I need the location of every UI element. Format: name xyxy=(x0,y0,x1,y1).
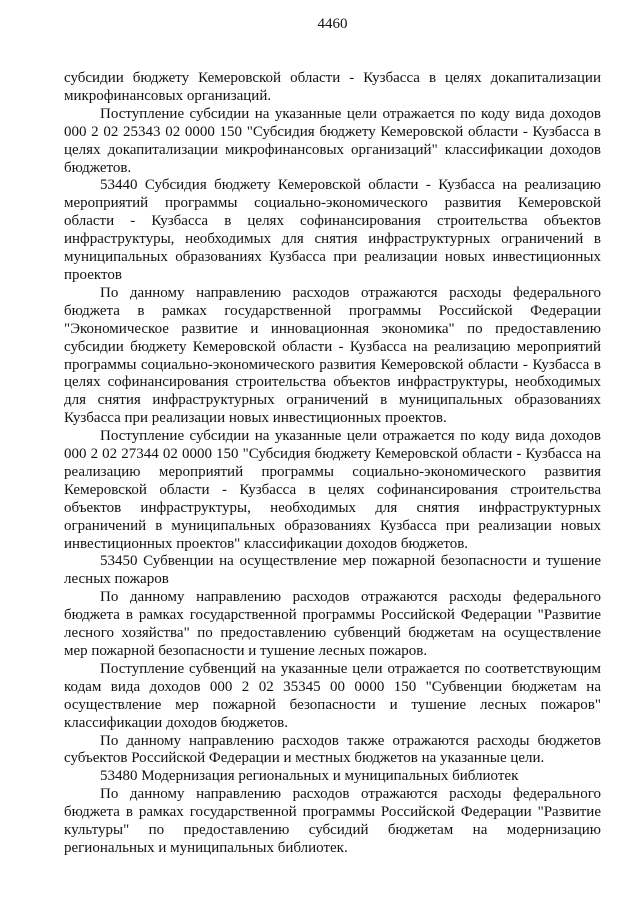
paragraph-heading-53480: 53480 Модернизация региональных и муниципальных библиотек xyxy=(100,768,519,785)
paragraph-53450-regional-expenses: По данному направлению расходов также отражаются расходы бюджетов субъектов Российской Федерации и местных бюджетов на указанные цели. xyxy=(64,732,601,767)
paragraph-53440-description: По данному направлению расходов отражаются расходы федерального бюджета в рамках государственной программы Российской Федерации "Экономическое развитие и инновационная экономика" по предоставлению субсидии бюджету Кемеровской области - Кузбасса на реализацию мероприятий программы социально-экономического развития Кемеровской области - Кузбасса в целях софинансирования строительства объектов инфраструктуры, необходимых для снятия инфраструктурных ограничений в муниципальных образованиях Кузбасса при реализации новых инвестиционных проектов. xyxy=(64,284,601,427)
paragraph-income-code-35345: Поступление субвенций на указанные цели отражается по соответствующим кодам вида доходов 000 2 02 35345 00 0000 150 "Субвенции бюджетам на осуществление мер пожарной безопасности и тушение лесных пожаров" классификации доходов бюджетов. xyxy=(64,660,601,731)
paragraph-53480-description: По данному направлению расходов отражаются расходы федерального бюджета в рамках государственной программы Российской Федерации "Развитие культуры" по предоставлению субсидий бюджетам на модернизацию региональных и муниципальных библиотек. xyxy=(64,786,601,856)
page-number: 4460 xyxy=(317,16,348,32)
paragraph-continuation: субсидии бюджету Кемеровской области - Кузбасса в целях докапитализации микрофинансовых организаций. xyxy=(64,70,601,104)
paragraph-income-code-25343: Поступление субсидии на указанные цели отражается по коду вида доходов 000 2 02 25343 02 0000 150 "Субсидия бюджету Кемеровской области - Кузбасса в целях докапитализации микрофинансовых организаций" классификации доходов бюджетов. xyxy=(64,105,601,176)
document-page xyxy=(64,14,601,858)
paragraph-heading-53440: 53440 Субсидия бюджету Кемеровской области - Кузбасса на реализацию мероприятий программы социально-экономического развития Кемеровской области - Кузбасса в целях софинансирования строительства объектов инфраструктуры, необходимых для снятия инфраструктурных ограничений в муниципальных образованиях Кузбасса при реализации новых инвестиционных проектов xyxy=(64,177,601,283)
document-body xyxy=(64,70,601,858)
paragraph-heading-53450: 53450 Субвенции на осуществление мер пожарной безопасности и тушение лесных пожаров xyxy=(64,553,601,588)
paragraph-income-code-27344: Поступление субсидии на указанные цели отражается по коду вида доходов 000 2 02 27344 02 0000 150 "Субсидия бюджету Кемеровской области - Кузбасса на реализацию мероприятий программы социально-экономического развития Кемеровской области - Кузбасса в целях софинансирования строительства объектов инфраструктуры, необходимых для снятия инфраструктурных ограничений в муниципальных образованиях Кузбасса при реализации новых инвестиционных проектов" классификации доходов бюджетов. xyxy=(64,428,601,552)
paragraph-53450-description: По данному направлению расходов отражаются расходы федерального бюджета в рамках государственной программы Российской Федерации "Развитие лесного хозяйства" по предоставлению субвенций бюджетам на осуществление мер пожарной безопасности и тушение лесных пожаров. xyxy=(64,589,601,659)
